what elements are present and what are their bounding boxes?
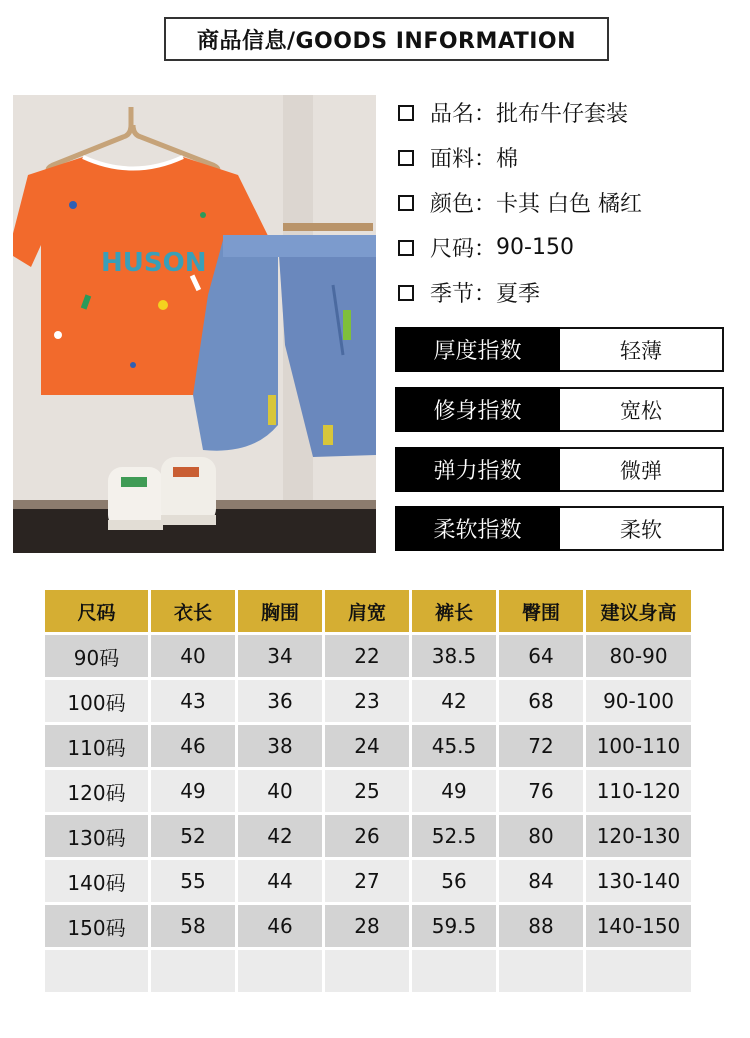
- table-cell: 72: [499, 725, 583, 767]
- table-cell: 43: [151, 680, 235, 722]
- index-value: 轻薄: [560, 327, 724, 372]
- column-header: 臀围: [499, 590, 583, 632]
- table-cell: 110码: [45, 725, 148, 767]
- table-cell: 22: [325, 635, 409, 677]
- info-item-fabric: [398, 135, 738, 180]
- column-header: 裤长: [412, 590, 496, 632]
- table-cell: [586, 950, 691, 992]
- table-row: [45, 725, 691, 767]
- table-cell: 38: [238, 725, 322, 767]
- column-header: 肩宽: [325, 590, 409, 632]
- column-header: 建议身高: [586, 590, 691, 632]
- table-cell: 58: [151, 905, 235, 947]
- table-cell: 40: [151, 635, 235, 677]
- product-illustration: [13, 95, 376, 553]
- table-row: [45, 815, 691, 857]
- table-cell: 120-130: [586, 815, 691, 857]
- column-header: 衣长: [151, 590, 235, 632]
- index-elasticity: [395, 447, 724, 492]
- index-label: 修身指数: [395, 387, 560, 432]
- table-cell: 68: [499, 680, 583, 722]
- info-label: 品名：: [430, 102, 497, 127]
- table-cell: 88: [499, 905, 583, 947]
- table-cell: 84: [499, 860, 583, 902]
- table-cell: 90码: [45, 635, 148, 677]
- table-cell: 26: [325, 815, 409, 857]
- index-label: 柔软指数: [395, 506, 560, 551]
- table-cell: 44: [238, 860, 322, 902]
- table-row: [45, 950, 691, 992]
- table-row: [45, 770, 691, 812]
- size-table: [42, 587, 694, 995]
- table-cell: 55: [151, 860, 235, 902]
- info-item-color: [398, 180, 738, 225]
- info-item-size: [398, 225, 738, 270]
- table-cell: 100-110: [586, 725, 691, 767]
- table-cell: 76: [499, 770, 583, 812]
- table-cell: 25: [325, 770, 409, 812]
- column-header: 胸围: [238, 590, 322, 632]
- info-value: 夏季: [496, 282, 541, 307]
- table-cell: 24: [325, 725, 409, 767]
- info-item-name: [398, 90, 738, 135]
- info-label: 面料：: [430, 147, 497, 172]
- checkbox-square-icon: [398, 285, 414, 301]
- table-cell: 100码: [45, 680, 148, 722]
- table-cell: 45.5: [412, 725, 496, 767]
- index-label: 弹力指数: [395, 447, 560, 492]
- shirt-print-text: HUSON: [101, 248, 207, 278]
- table-cell: 42: [238, 815, 322, 857]
- info-label: 尺码：: [430, 237, 497, 262]
- table-cell: [499, 950, 583, 992]
- table-cell: 49: [151, 770, 235, 812]
- table-cell: 59.5: [412, 905, 496, 947]
- table-cell: 56: [412, 860, 496, 902]
- table-row: [45, 860, 691, 902]
- table-cell: 28: [325, 905, 409, 947]
- table-cell: 46: [238, 905, 322, 947]
- table-cell: 130-140: [586, 860, 691, 902]
- checkbox-square-icon: [398, 150, 414, 166]
- product-info-list: [398, 90, 738, 315]
- index-softness: [395, 506, 724, 551]
- table-cell: 150码: [45, 905, 148, 947]
- size-table-header-row: [45, 590, 691, 632]
- table-cell: 140-150: [586, 905, 691, 947]
- info-value: 批布牛仔套装: [496, 102, 629, 127]
- table-cell: 52.5: [412, 815, 496, 857]
- info-label: 颜色：: [430, 192, 497, 217]
- table-cell: 46: [151, 725, 235, 767]
- info-item-season: [398, 270, 738, 315]
- column-header: 尺码: [45, 590, 148, 632]
- index-value: 宽松: [560, 387, 724, 432]
- table-cell: 64: [499, 635, 583, 677]
- table-cell: 52: [151, 815, 235, 857]
- table-cell: 42: [412, 680, 496, 722]
- checkbox-square-icon: [398, 240, 414, 256]
- table-cell: 36: [238, 680, 322, 722]
- table-row: [45, 680, 691, 722]
- table-cell: 120码: [45, 770, 148, 812]
- table-cell: 27: [325, 860, 409, 902]
- table-cell: 49: [412, 770, 496, 812]
- table-cell: [151, 950, 235, 992]
- index-thickness: [395, 327, 724, 372]
- index-value: 柔软: [560, 506, 724, 551]
- info-value: 棉: [496, 147, 519, 172]
- table-row: [45, 635, 691, 677]
- table-cell: 140码: [45, 860, 148, 902]
- info-value: 90-150: [496, 235, 574, 260]
- table-cell: 40: [238, 770, 322, 812]
- table-cell: 80-90: [586, 635, 691, 677]
- table-cell: 80: [499, 815, 583, 857]
- info-label: 季节：: [430, 282, 497, 307]
- sneaker-right: [161, 457, 216, 523]
- sneaker-left: [108, 467, 163, 529]
- table-cell: 34: [238, 635, 322, 677]
- table-cell: 130码: [45, 815, 148, 857]
- checkbox-square-icon: [398, 195, 414, 211]
- info-value: 卡其 白色 橘红: [496, 192, 643, 217]
- checkbox-square-icon: [398, 105, 414, 121]
- table-row: [45, 905, 691, 947]
- table-cell: [412, 950, 496, 992]
- table-cell: [238, 950, 322, 992]
- index-label: 厚度指数: [395, 327, 560, 372]
- table-cell: [45, 950, 148, 992]
- index-value: 微弹: [560, 447, 724, 492]
- table-cell: [325, 950, 409, 992]
- table-cell: 90-100: [586, 680, 691, 722]
- table-cell: 110-120: [586, 770, 691, 812]
- section-title: 商品信息/GOODS INFORMATION: [164, 17, 609, 61]
- index-fit: [395, 387, 724, 432]
- table-cell: 23: [325, 680, 409, 722]
- product-photo: [13, 95, 376, 553]
- table-cell: 38.5: [412, 635, 496, 677]
